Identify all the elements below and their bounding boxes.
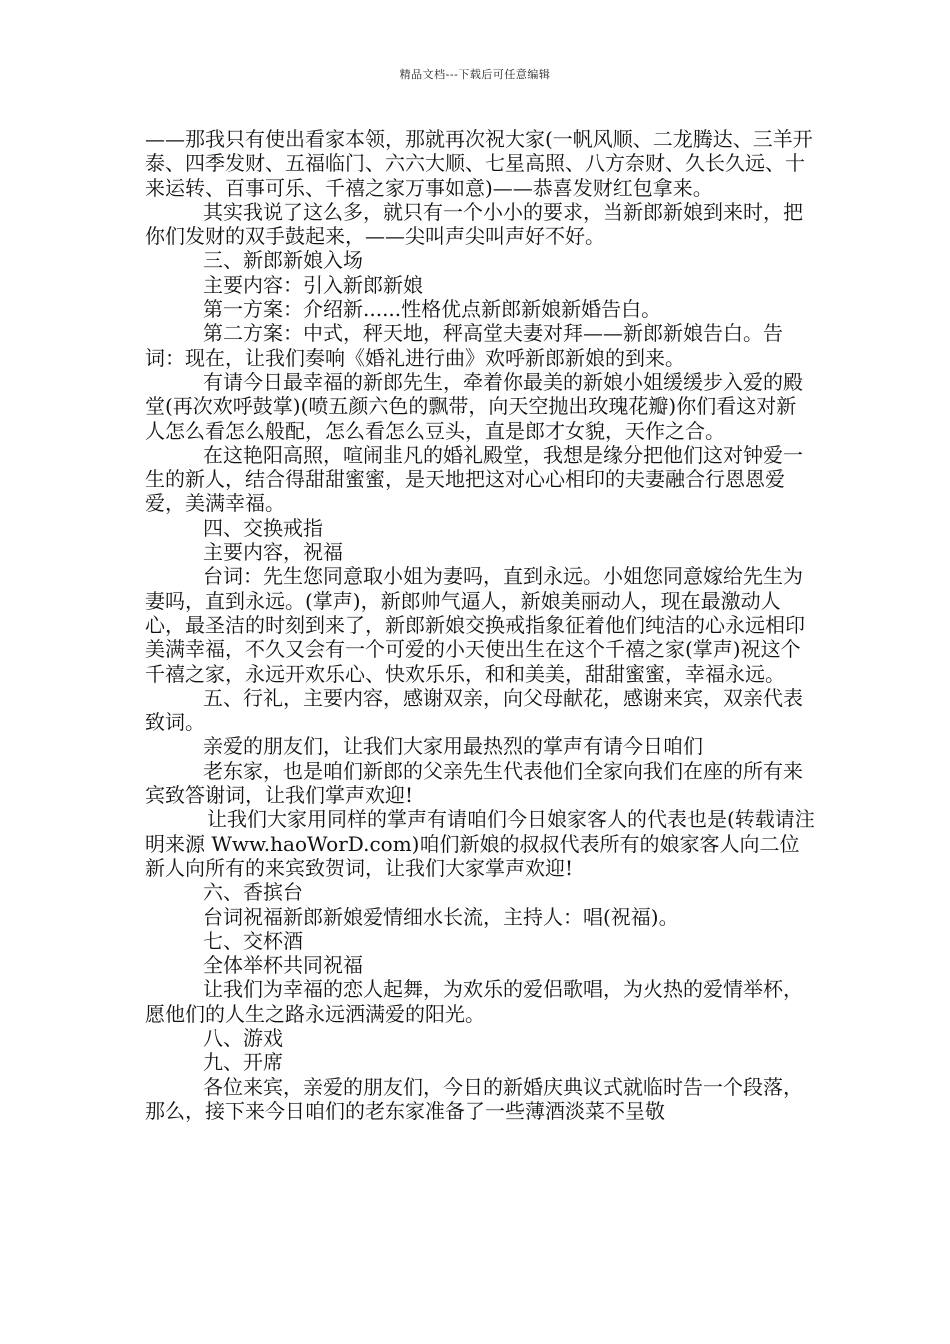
paragraph: 六、香摈台 [203, 880, 303, 905]
paragraph: 五、行礼，主要内容，感谢双亲，向父母献花，感谢来宾，双亲代表致词。 [145, 685, 803, 735]
paragraph: 八、游戏 [203, 1025, 283, 1050]
paragraph: 主要内容：引入新郎新娘 [203, 272, 423, 297]
paragraph: 第一方案：介绍新......性格优点新郎新娘新婚告白。 [203, 297, 662, 322]
paragraph: 其实我说了这么多，就只有一个小小的要求，当新郎新娘到来时，把你们发财的双手鼓起来，——尖叫声尖叫声好不好。 [145, 199, 803, 249]
paragraph: 四、交换戒指 [203, 515, 323, 540]
paragraph: 在这艳阳高照，喧闹韭凡的婚礼殿堂，我想是缘分把他们这对钟爱一生的新人，结合得甜甜蜜蜜，是天地把这对心心相印的夫妻融合行恩恩爱爱，美满幸福。 [145, 442, 803, 516]
paragraph: 老东家，也是咱们新郎的父亲先生代表他们全家向我们在座的所有来宾致答谢词，让我们掌声欢迎! [145, 758, 803, 808]
paragraph: 有请今日最幸福的新郎先生，牵着你最美的新娘小姐缓缓步入爱的殿堂(再次欢呼鼓掌)(喷五颜六色的飘带，向天空抛出玫瑰花瓣)你们看这对新人怎么看怎么般配，怎么看怎么豆头，直是郎才女貌，天作之合。 [145, 369, 803, 443]
paragraph: 各位来宾，亲爱的朋友们，今日的新婚庆典议式就临时告一个段落，那么，接下来今日咱们的老东家准备了一些薄酒淡菜不呈敬 [145, 1074, 803, 1123]
paragraph: 三、新郎新娘入场 [203, 248, 363, 273]
paragraph: 主要内容，祝福 [203, 540, 343, 565]
paragraph: 七、交杯酒 [203, 928, 303, 953]
paragraph: ——那我只有使出看家本领，那就再次祝大家(一帆风顺、二龙腾达、三羊开泰、四季发财、五福临门、六六大顺、七星高照、八方奈财、久长久远、十来运转、百事可乐、千禧之家万事如意)——恭喜发财红包拿来。 [145, 127, 813, 200]
page-header: 精品文档---下载后可任意编辑 [399, 68, 551, 81]
paragraph: 让我们大家用同样的掌声有请咱们今日娘家客人的代表也是(转载请注明来源 Www.haoWorD.com)咱们新娘的叔叔代表所有的娘家客人向二位新人向所有的来宾致贺词，让我们大家掌声欢迎! [145, 807, 815, 880]
paragraph: 第二方案：中式，秤天地，秤高堂夫妻对拜——新郎新娘告白。告词：现在，让我们奏响《婚礼进行曲》欢呼新郎新娘的到来。 [145, 321, 783, 370]
paragraph: 让我们为幸福的恋人起舞，为欢乐的爱侣歌唱，为火热的爱情举杯，愿他们的人生之路永远洒满爱的阳光。 [145, 977, 803, 1026]
document-body [145, 127, 815, 1123]
paragraph: 全体举杯共同祝福 [203, 953, 363, 978]
paragraph: 台词祝福新郎新娘爱情细水长流，主持人：唱(祝福)。 [203, 904, 679, 929]
paragraph: 台词：先生您同意取小姐为妻吗，直到永远。小姐您同意嫁给先生为妻吗，直到永远。(掌声)，新郎帅气逼人，新娘美丽动人，现在最激动人心，最圣洁的时刻到来了，新郎新娘交换戒指象征着他们纯洁的心永远相印美满幸福，不久又会有一个可爱的小天使出生在这个千禧之家(掌声)祝这个千禧之家，永远开欢乐心、快欢乐乐，和和美美，甜甜蜜蜜，幸福永远。 [145, 564, 805, 686]
paragraph: 亲爱的朋友们，让我们大家用最热烈的掌声有请今日咱们 [203, 734, 703, 759]
paragraph: 九、开席 [203, 1050, 283, 1075]
